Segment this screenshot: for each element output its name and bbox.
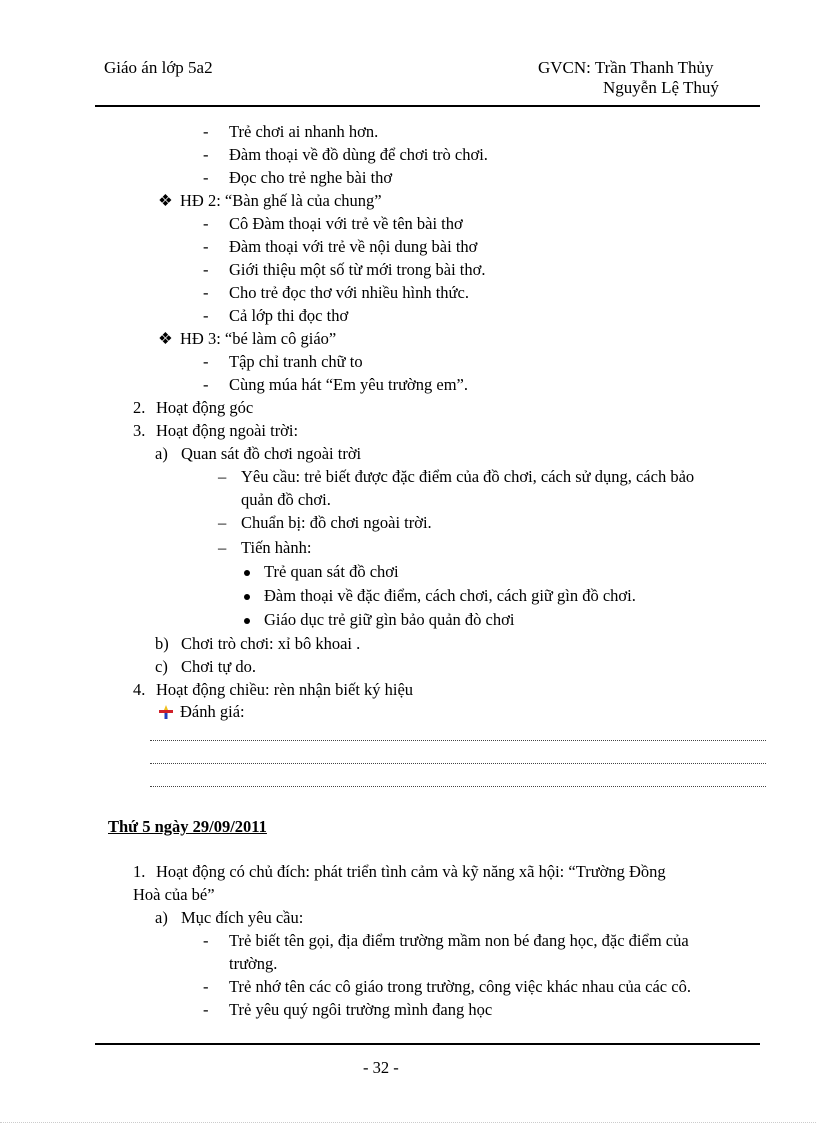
list-item: Trẻ chơi ai nhanh hơn. <box>229 122 379 141</box>
dash-marker: - <box>203 122 209 141</box>
header-teacher-2: Nguyễn Lệ Thuý <box>603 78 719 97</box>
bullet-dot-icon <box>244 562 250 582</box>
subsection-item: Chơi trò chơi: xỉ bô khoai . <box>181 634 361 653</box>
list-number: 2. <box>133 398 146 417</box>
list-item: Trẻ biết tên gọi, địa điểm trường mầm non bé đang học, đặc điểm của <box>229 931 689 950</box>
activity-heading: HĐ 3: “bé làm cô giáo” <box>180 329 337 348</box>
bullet-dot-icon <box>244 586 250 606</box>
dash-marker: - <box>203 1000 209 1019</box>
list-item: Yêu cầu: trẻ biết được đặc điểm của đồ chơi, cách sử dụng, cách bảo <box>241 467 695 486</box>
list-item: Chuẩn bị: đồ chơi ngoài trời. <box>241 513 432 532</box>
bullet-item: Đàm thoại về đặc điểm, cách chơi, cách giữ gìn đồ chơi. <box>264 586 636 605</box>
list-item: Cùng múa hát “Em yêu trường em”. <box>229 375 468 394</box>
list-number: 3. <box>133 421 146 440</box>
dash-marker: - <box>203 375 209 394</box>
endash-marker: – <box>218 538 227 557</box>
day-heading: Thứ 5 ngày 29/09/2011 <box>108 817 267 836</box>
endash-marker: – <box>218 513 227 532</box>
list-number: 1. <box>133 862 146 881</box>
subsection-item: Quan sát đồ chơi ngoài trời <box>181 444 362 463</box>
dotted-line <box>150 740 766 741</box>
header-class: Giáo án lớp 5a2 <box>104 58 213 77</box>
section-item: Hoạt động chiều: rèn nhận biết ký hiệu <box>156 680 414 699</box>
dash-marker: - <box>203 168 209 187</box>
section-item: Hoạt động góc <box>156 398 254 417</box>
bullet-item: Giáo dục trẻ giữ gìn bảo quản đò chơi <box>264 610 515 629</box>
section-item-continuation: Hoà của bé” <box>133 885 215 904</box>
list-item: Đàm thoại với trẻ về nội dung bài thơ <box>229 237 478 256</box>
dash-marker: - <box>203 214 209 233</box>
section-item: Hoạt động ngoài trời: <box>156 421 299 440</box>
dotted-line <box>150 786 766 787</box>
bullet-dot-icon <box>244 610 250 630</box>
page-number: - 32 - <box>363 1058 399 1077</box>
dash-marker: - <box>203 283 209 302</box>
subsection-item: Mục đích yêu cầu: <box>181 908 304 927</box>
dash-marker: - <box>203 977 209 996</box>
list-item: Cho trẻ đọc thơ với nhiều hình thức. <box>229 283 469 302</box>
bullet-item: Trẻ quan sát đồ chơi <box>264 562 399 581</box>
subsection-item: Chơi tự do. <box>181 657 256 676</box>
list-item: Trẻ nhớ tên các cô giáo trong trường, công việc khác nhau của các cô. <box>229 977 691 996</box>
list-item: Tiến hành: <box>241 538 312 557</box>
dash-marker: - <box>203 145 209 164</box>
dash-marker: - <box>203 260 209 279</box>
plus-bullet-icon <box>158 704 174 720</box>
list-item: Cả lớp thi đọc thơ <box>229 306 349 325</box>
dash-marker: - <box>203 931 209 950</box>
list-item: Đọc cho trẻ nghe bài thơ <box>229 168 393 187</box>
list-item: Giới thiệu một số từ mới trong bài thơ. <box>229 260 486 279</box>
list-letter: c) <box>155 657 168 676</box>
list-item: Tập chỉ tranh chữ to <box>229 352 363 371</box>
dash-marker: - <box>203 306 209 325</box>
list-letter: b) <box>155 634 169 653</box>
list-item-continuation: quản đồ chơi. <box>241 490 331 509</box>
list-item: Trẻ yêu quý ngôi trường mình đang học <box>229 1000 493 1019</box>
diamond-bullet-icon: ❖ <box>158 191 173 210</box>
list-item: Đàm thoại về đồ dùng để chơi trò chơi. <box>229 145 488 164</box>
list-letter: a) <box>155 908 168 927</box>
header-teacher: GVCN: Trần Thanh Thủy <box>538 58 714 77</box>
section-item: Hoạt động có chủ đích: phát triển tình cảm và kỹ năng xã hội: “Trường Đồng <box>156 862 666 881</box>
dotted-line <box>150 763 766 764</box>
list-number: 4. <box>133 680 146 699</box>
evaluation-label: Đánh giá: <box>180 702 245 721</box>
dash-marker: - <box>203 352 209 371</box>
diamond-bullet-icon: ❖ <box>158 329 173 348</box>
endash-marker: – <box>218 467 227 486</box>
dash-marker: - <box>203 237 209 256</box>
list-item-continuation: trường. <box>229 954 278 973</box>
list-letter: a) <box>155 444 168 463</box>
footer-rule <box>95 1043 760 1045</box>
header-rule <box>95 105 760 107</box>
activity-heading: HĐ 2: “Bàn ghế là của chung” <box>180 191 382 210</box>
list-item: Cô Đàm thoại với trẻ về tên bài thơ <box>229 214 463 233</box>
